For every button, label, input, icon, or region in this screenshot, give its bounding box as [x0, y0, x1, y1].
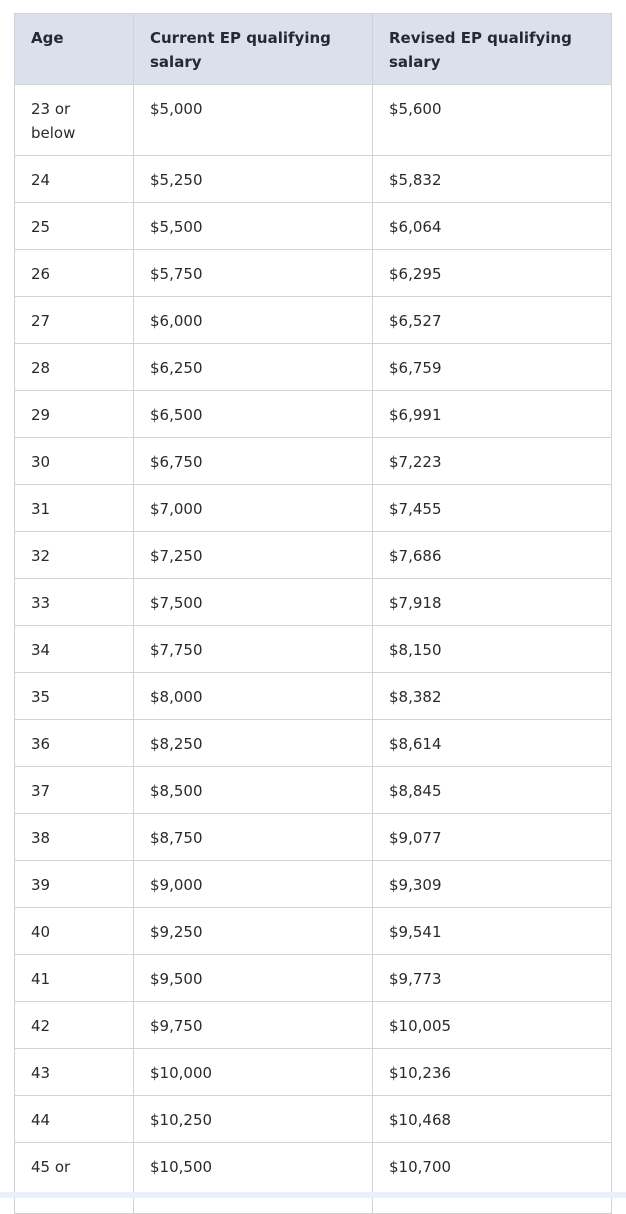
cell-age: 24 — [15, 156, 134, 203]
cell-revised-salary: $7,918 — [373, 579, 612, 626]
cell-revised-salary: $6,991 — [373, 391, 612, 438]
table-row — [15, 720, 612, 767]
cell-age: 32 — [15, 532, 134, 579]
cell-revised-salary: $9,309 — [373, 861, 612, 908]
table-row — [15, 391, 612, 438]
cell-revised-salary: $5,832 — [373, 156, 612, 203]
cell-age: 41 — [15, 955, 134, 1002]
cell-revised-salary: $9,773 — [373, 955, 612, 1002]
table-body — [15, 85, 612, 1214]
cell-current-salary: $10,000 — [134, 1049, 373, 1096]
table-row — [15, 438, 612, 485]
cell-revised-salary: $6,759 — [373, 344, 612, 391]
table-row — [15, 579, 612, 626]
table-row — [15, 1002, 612, 1049]
header-revised-salary: Revised EP qualifying salary — [373, 14, 612, 85]
table-row — [15, 532, 612, 579]
cell-age: 27 — [15, 297, 134, 344]
cell-current-salary: $8,500 — [134, 767, 373, 814]
cell-age: 31 — [15, 485, 134, 532]
table-row — [15, 955, 612, 1002]
cell-age: 35 — [15, 673, 134, 720]
cell-age: 36 — [15, 720, 134, 767]
cell-current-salary: $5,500 — [134, 203, 373, 250]
cell-revised-salary: $7,223 — [373, 438, 612, 485]
cell-current-salary: $5,000 — [134, 85, 373, 156]
table-row — [15, 1143, 612, 1214]
table-row — [15, 814, 612, 861]
cell-revised-salary: $9,077 — [373, 814, 612, 861]
cell-revised-salary: $10,468 — [373, 1096, 612, 1143]
cell-current-salary: $9,750 — [134, 1002, 373, 1049]
cell-age: 43 — [15, 1049, 134, 1096]
cell-revised-salary: $6,064 — [373, 203, 612, 250]
cell-age: 26 — [15, 250, 134, 297]
table-row — [15, 767, 612, 814]
cell-age: 39 — [15, 861, 134, 908]
table-row — [15, 344, 612, 391]
cell-revised-salary: $7,455 — [373, 485, 612, 532]
cell-age: 34 — [15, 626, 134, 673]
cell-current-salary: $9,000 — [134, 861, 373, 908]
cell-revised-salary: $6,295 — [373, 250, 612, 297]
table-header — [15, 14, 612, 85]
cell-age: 37 — [15, 767, 134, 814]
table-row — [15, 861, 612, 908]
table-row — [15, 626, 612, 673]
cell-current-salary: $5,750 — [134, 250, 373, 297]
cell-age: 25 — [15, 203, 134, 250]
cell-age: 45 or — [15, 1143, 134, 1214]
cell-current-salary: $6,250 — [134, 344, 373, 391]
table-row — [15, 485, 612, 532]
cell-current-salary: $7,500 — [134, 579, 373, 626]
cell-age: 42 — [15, 1002, 134, 1049]
salary-table-container — [14, 13, 611, 1214]
cell-age: 44 — [15, 1096, 134, 1143]
cell-revised-salary: $10,236 — [373, 1049, 612, 1096]
cell-current-salary: $8,750 — [134, 814, 373, 861]
cell-current-salary: $9,250 — [134, 908, 373, 955]
cell-current-salary: $6,000 — [134, 297, 373, 344]
cell-current-salary: $5,250 — [134, 156, 373, 203]
cell-current-salary: $7,000 — [134, 485, 373, 532]
cell-revised-salary: $8,845 — [373, 767, 612, 814]
cell-age: 40 — [15, 908, 134, 955]
cell-age: 29 — [15, 391, 134, 438]
table-row — [15, 1049, 612, 1096]
cell-current-salary: $7,750 — [134, 626, 373, 673]
cell-age: 33 — [15, 579, 134, 626]
cell-current-salary: $10,500 — [134, 1143, 373, 1214]
cell-revised-salary: $8,150 — [373, 626, 612, 673]
cell-age: 30 — [15, 438, 134, 485]
cell-current-salary: $7,250 — [134, 532, 373, 579]
cell-revised-salary: $5,600 — [373, 85, 612, 156]
cell-revised-salary: $6,527 — [373, 297, 612, 344]
header-row — [15, 14, 612, 85]
cell-revised-salary: $9,541 — [373, 908, 612, 955]
cell-age: 23 or below — [15, 85, 134, 156]
table-row — [15, 1096, 612, 1143]
cell-current-salary: $6,500 — [134, 391, 373, 438]
cell-current-salary: $8,250 — [134, 720, 373, 767]
table-row — [15, 673, 612, 720]
header-age: Age — [15, 14, 134, 85]
scroll-edge-strip — [0, 1192, 626, 1198]
cell-current-salary: $6,750 — [134, 438, 373, 485]
cell-revised-salary: $7,686 — [373, 532, 612, 579]
cell-current-salary: $9,500 — [134, 955, 373, 1002]
cell-revised-salary: $10,005 — [373, 1002, 612, 1049]
cell-current-salary: $8,000 — [134, 673, 373, 720]
cell-age: 38 — [15, 814, 134, 861]
ep-salary-table — [14, 13, 612, 1214]
cell-revised-salary: $8,382 — [373, 673, 612, 720]
cell-age: 28 — [15, 344, 134, 391]
cell-current-salary: $10,250 — [134, 1096, 373, 1143]
cell-revised-salary: $8,614 — [373, 720, 612, 767]
header-current-salary: Current EP qualifying salary — [134, 14, 373, 85]
table-row — [15, 203, 612, 250]
cell-revised-salary: $10,700 — [373, 1143, 612, 1214]
table-row — [15, 908, 612, 955]
table-row — [15, 250, 612, 297]
table-row — [15, 85, 612, 156]
table-row — [15, 156, 612, 203]
table-row — [15, 297, 612, 344]
